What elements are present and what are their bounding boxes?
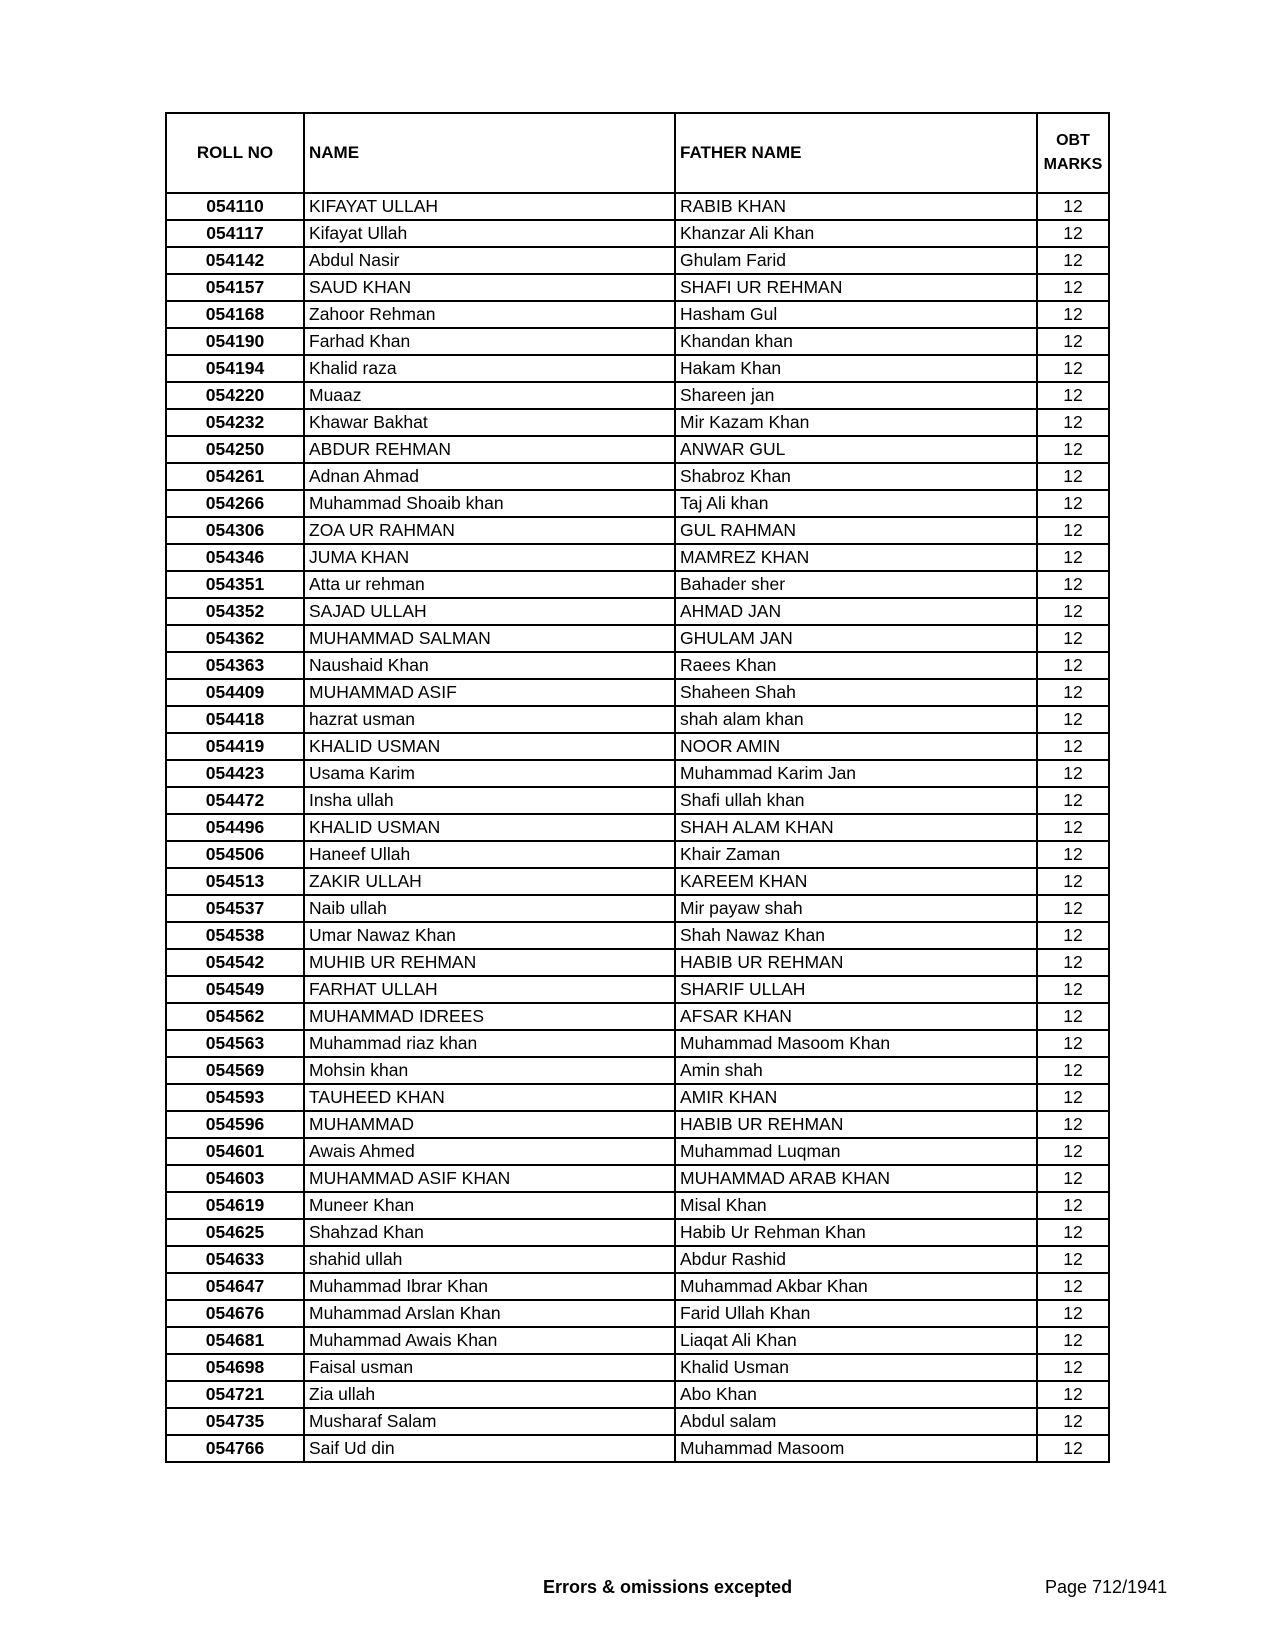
cell-father-name: Bahader sher xyxy=(675,571,1037,598)
cell-name: KHALID USMAN xyxy=(304,733,675,760)
table-row xyxy=(166,1192,1109,1219)
cell-roll-no: 054142 xyxy=(166,247,304,274)
cell-father-name: HABIB UR REHMAN xyxy=(675,949,1037,976)
cell-roll-no: 054266 xyxy=(166,490,304,517)
cell-name: Mohsin khan xyxy=(304,1057,675,1084)
cell-obt-marks: 12 xyxy=(1037,490,1109,517)
cell-father-name: Muhammad Akbar Khan xyxy=(675,1273,1037,1300)
cell-obt-marks: 12 xyxy=(1037,814,1109,841)
table-row xyxy=(166,409,1109,436)
table-row xyxy=(166,1246,1109,1273)
cell-name: Zahoor Rehman xyxy=(304,301,675,328)
cell-roll-no: 054633 xyxy=(166,1246,304,1273)
cell-roll-no: 054601 xyxy=(166,1138,304,1165)
table-header-row xyxy=(166,113,1109,193)
cell-name: shahid ullah xyxy=(304,1246,675,1273)
cell-roll-no: 054619 xyxy=(166,1192,304,1219)
cell-father-name: MAMREZ KHAN xyxy=(675,544,1037,571)
cell-roll-no: 054419 xyxy=(166,733,304,760)
cell-father-name: Habib Ur Rehman Khan xyxy=(675,1219,1037,1246)
cell-obt-marks: 12 xyxy=(1037,247,1109,274)
cell-name: Muhammad Shoaib khan xyxy=(304,490,675,517)
cell-roll-no: 054569 xyxy=(166,1057,304,1084)
cell-father-name: AFSAR KHAN xyxy=(675,1003,1037,1030)
cell-obt-marks: 12 xyxy=(1037,220,1109,247)
table-row xyxy=(166,436,1109,463)
table-row xyxy=(166,328,1109,355)
cell-father-name: shah alam khan xyxy=(675,706,1037,733)
results-table xyxy=(165,112,1110,1463)
cell-roll-no: 054157 xyxy=(166,274,304,301)
cell-father-name: Ghulam Farid xyxy=(675,247,1037,274)
cell-name: Shahzad Khan xyxy=(304,1219,675,1246)
cell-obt-marks: 12 xyxy=(1037,1192,1109,1219)
cell-obt-marks: 12 xyxy=(1037,1246,1109,1273)
cell-obt-marks: 12 xyxy=(1037,1219,1109,1246)
cell-roll-no: 054563 xyxy=(166,1030,304,1057)
cell-father-name: Muhammad Karim Jan xyxy=(675,760,1037,787)
table-row xyxy=(166,760,1109,787)
cell-name: TAUHEED KHAN xyxy=(304,1084,675,1111)
cell-obt-marks: 12 xyxy=(1037,1273,1109,1300)
table-row xyxy=(166,490,1109,517)
cell-father-name: GUL RAHMAN xyxy=(675,517,1037,544)
cell-roll-no: 054625 xyxy=(166,1219,304,1246)
cell-roll-no: 054423 xyxy=(166,760,304,787)
cell-name: Atta ur rehman xyxy=(304,571,675,598)
cell-obt-marks: 12 xyxy=(1037,382,1109,409)
cell-name: Muhammad Arslan Khan xyxy=(304,1300,675,1327)
cell-roll-no: 054513 xyxy=(166,868,304,895)
cell-name: Farhad Khan xyxy=(304,328,675,355)
cell-name: Insha ullah xyxy=(304,787,675,814)
cell-obt-marks: 12 xyxy=(1037,1165,1109,1192)
table-row xyxy=(166,922,1109,949)
table-row xyxy=(166,976,1109,1003)
header-obt-marks-line1: OBT xyxy=(1056,132,1090,149)
table-row xyxy=(166,1381,1109,1408)
cell-name: Zia ullah xyxy=(304,1381,675,1408)
cell-name: Umar Nawaz Khan xyxy=(304,922,675,949)
cell-obt-marks: 12 xyxy=(1037,1354,1109,1381)
cell-obt-marks: 12 xyxy=(1037,1327,1109,1354)
cell-roll-no: 054220 xyxy=(166,382,304,409)
cell-father-name: Shafi ullah khan xyxy=(675,787,1037,814)
cell-father-name: Muhammad Masoom Khan xyxy=(675,1030,1037,1057)
cell-obt-marks: 12 xyxy=(1037,1435,1109,1462)
cell-father-name: ANWAR GUL xyxy=(675,436,1037,463)
cell-father-name: MUHAMMAD ARAB KHAN xyxy=(675,1165,1037,1192)
cell-name: Usama Karim xyxy=(304,760,675,787)
cell-roll-no: 054194 xyxy=(166,355,304,382)
cell-name: SAUD KHAN xyxy=(304,274,675,301)
cell-father-name: Khanzar Ali Khan xyxy=(675,220,1037,247)
cell-roll-no: 054418 xyxy=(166,706,304,733)
cell-name: Muneer Khan xyxy=(304,1192,675,1219)
cell-roll-no: 054603 xyxy=(166,1165,304,1192)
cell-name: Muhammad riaz khan xyxy=(304,1030,675,1057)
header-name: NAME xyxy=(304,113,675,193)
cell-obt-marks: 12 xyxy=(1037,841,1109,868)
table-row xyxy=(166,517,1109,544)
cell-name: Abdul Nasir xyxy=(304,247,675,274)
cell-obt-marks: 12 xyxy=(1037,274,1109,301)
cell-name: Naushaid Khan xyxy=(304,652,675,679)
table-row xyxy=(166,787,1109,814)
cell-father-name: Khandan khan xyxy=(675,328,1037,355)
cell-name: hazrat usman xyxy=(304,706,675,733)
cell-roll-no: 054537 xyxy=(166,895,304,922)
table-row xyxy=(166,220,1109,247)
cell-roll-no: 054766 xyxy=(166,1435,304,1462)
page-number: Page 712/1941 xyxy=(1045,1577,1168,1597)
table-row xyxy=(166,355,1109,382)
cell-roll-no: 054409 xyxy=(166,679,304,706)
table-row xyxy=(166,1084,1109,1111)
header-obt-marks xyxy=(1037,113,1109,193)
cell-father-name: Khalid Usman xyxy=(675,1354,1037,1381)
cell-roll-no: 054352 xyxy=(166,598,304,625)
table-row xyxy=(166,274,1109,301)
cell-name: KIFAYAT ULLAH xyxy=(304,193,675,220)
cell-obt-marks: 12 xyxy=(1037,706,1109,733)
table-row xyxy=(166,1030,1109,1057)
cell-obt-marks: 12 xyxy=(1037,355,1109,382)
cell-roll-no: 054676 xyxy=(166,1300,304,1327)
cell-father-name: Raees Khan xyxy=(675,652,1037,679)
table-row xyxy=(166,1327,1109,1354)
cell-father-name: SHAH ALAM KHAN xyxy=(675,814,1037,841)
cell-obt-marks: 12 xyxy=(1037,301,1109,328)
cell-roll-no: 054261 xyxy=(166,463,304,490)
cell-name: Musharaf Salam xyxy=(304,1408,675,1435)
cell-name: Muaaz xyxy=(304,382,675,409)
table-row xyxy=(166,706,1109,733)
cell-father-name: Shah Nawaz Khan xyxy=(675,922,1037,949)
cell-obt-marks: 12 xyxy=(1037,463,1109,490)
cell-father-name: Misal Khan xyxy=(675,1192,1037,1219)
cell-roll-no: 054596 xyxy=(166,1111,304,1138)
cell-roll-no: 054647 xyxy=(166,1273,304,1300)
table-row xyxy=(166,868,1109,895)
cell-obt-marks: 12 xyxy=(1037,733,1109,760)
cell-roll-no: 054496 xyxy=(166,814,304,841)
cell-obt-marks: 12 xyxy=(1037,1300,1109,1327)
cell-roll-no: 054681 xyxy=(166,1327,304,1354)
cell-father-name: Taj Ali khan xyxy=(675,490,1037,517)
cell-father-name: Amin shah xyxy=(675,1057,1037,1084)
cell-obt-marks: 12 xyxy=(1037,544,1109,571)
cell-roll-no: 054538 xyxy=(166,922,304,949)
table-row xyxy=(166,598,1109,625)
cell-father-name: Muhammad Masoom xyxy=(675,1435,1037,1462)
cell-name: Adnan Ahmad xyxy=(304,463,675,490)
cell-obt-marks: 12 xyxy=(1037,868,1109,895)
table-row xyxy=(166,571,1109,598)
cell-name: Haneef Ullah xyxy=(304,841,675,868)
cell-name: Saif Ud din xyxy=(304,1435,675,1462)
cell-roll-no: 054351 xyxy=(166,571,304,598)
table-row xyxy=(166,1435,1109,1462)
table-row xyxy=(166,544,1109,571)
cell-father-name: Khair Zaman xyxy=(675,841,1037,868)
cell-roll-no: 054168 xyxy=(166,301,304,328)
cell-name: Faisal usman xyxy=(304,1354,675,1381)
table-row xyxy=(166,652,1109,679)
cell-obt-marks: 12 xyxy=(1037,949,1109,976)
table-row xyxy=(166,1165,1109,1192)
cell-roll-no: 054117 xyxy=(166,220,304,247)
cell-name: Kifayat Ullah xyxy=(304,220,675,247)
cell-name: KHALID USMAN xyxy=(304,814,675,841)
cell-father-name: Mir Kazam Khan xyxy=(675,409,1037,436)
cell-father-name: GHULAM JAN xyxy=(675,625,1037,652)
cell-father-name: Muhammad Luqman xyxy=(675,1138,1037,1165)
cell-father-name: Liaqat Ali Khan xyxy=(675,1327,1037,1354)
cell-obt-marks: 12 xyxy=(1037,1408,1109,1435)
cell-obt-marks: 12 xyxy=(1037,976,1109,1003)
cell-roll-no: 054110 xyxy=(166,193,304,220)
footer-disclaimer: Errors & omissions excepted xyxy=(543,1577,793,1597)
table-row xyxy=(166,382,1109,409)
cell-name: Muhammad Ibrar Khan xyxy=(304,1273,675,1300)
table-row xyxy=(166,1273,1109,1300)
cell-name: Khalid raza xyxy=(304,355,675,382)
cell-father-name: Abo Khan xyxy=(675,1381,1037,1408)
cell-name: Muhammad Awais Khan xyxy=(304,1327,675,1354)
cell-obt-marks: 12 xyxy=(1037,1138,1109,1165)
cell-obt-marks: 12 xyxy=(1037,922,1109,949)
table-row xyxy=(166,841,1109,868)
cell-name: ABDUR REHMAN xyxy=(304,436,675,463)
cell-father-name: Shaheen Shah xyxy=(675,679,1037,706)
cell-name: Awais Ahmed xyxy=(304,1138,675,1165)
cell-name: ZAKIR ULLAH xyxy=(304,868,675,895)
cell-roll-no: 054562 xyxy=(166,1003,304,1030)
table-row xyxy=(166,1354,1109,1381)
table-row xyxy=(166,814,1109,841)
cell-father-name: SHAFI UR REHMAN xyxy=(675,274,1037,301)
header-father-name: FATHER NAME xyxy=(675,113,1037,193)
cell-father-name: HABIB UR REHMAN xyxy=(675,1111,1037,1138)
cell-father-name: AMIR KHAN xyxy=(675,1084,1037,1111)
cell-roll-no: 054506 xyxy=(166,841,304,868)
cell-roll-no: 054190 xyxy=(166,328,304,355)
table-row xyxy=(166,1057,1109,1084)
table-row xyxy=(166,193,1109,220)
header-roll-no: ROLL NO xyxy=(166,113,304,193)
table-row xyxy=(166,247,1109,274)
cell-roll-no: 054735 xyxy=(166,1408,304,1435)
header-obt-marks-line2: MARKS xyxy=(1043,156,1103,173)
cell-father-name: Hakam Khan xyxy=(675,355,1037,382)
cell-father-name: Shareen jan xyxy=(675,382,1037,409)
cell-name: MUHAMMAD ASIF xyxy=(304,679,675,706)
table-row xyxy=(166,301,1109,328)
cell-name: Khawar Bakhat xyxy=(304,409,675,436)
cell-name: MUHIB UR REHMAN xyxy=(304,949,675,976)
cell-roll-no: 054593 xyxy=(166,1084,304,1111)
cell-obt-marks: 12 xyxy=(1037,1003,1109,1030)
cell-obt-marks: 12 xyxy=(1037,895,1109,922)
cell-father-name: Farid Ullah Khan xyxy=(675,1300,1037,1327)
cell-obt-marks: 12 xyxy=(1037,1057,1109,1084)
cell-name: MUHAMMAD xyxy=(304,1111,675,1138)
cell-father-name: Abdul salam xyxy=(675,1408,1037,1435)
cell-roll-no: 054549 xyxy=(166,976,304,1003)
table-row xyxy=(166,949,1109,976)
cell-name: ZOA UR RAHMAN xyxy=(304,517,675,544)
table-row xyxy=(166,733,1109,760)
cell-roll-no: 054306 xyxy=(166,517,304,544)
table-row xyxy=(166,1111,1109,1138)
cell-name: MUHAMMAD ASIF KHAN xyxy=(304,1165,675,1192)
cell-name: JUMA KHAN xyxy=(304,544,675,571)
cell-father-name: Shabroz Khan xyxy=(675,463,1037,490)
cell-roll-no: 054362 xyxy=(166,625,304,652)
cell-obt-marks: 12 xyxy=(1037,652,1109,679)
table-row xyxy=(166,895,1109,922)
cell-roll-no: 054250 xyxy=(166,436,304,463)
cell-roll-no: 054721 xyxy=(166,1381,304,1408)
cell-obt-marks: 12 xyxy=(1037,679,1109,706)
cell-name: MUHAMMAD SALMAN xyxy=(304,625,675,652)
cell-roll-no: 054232 xyxy=(166,409,304,436)
cell-father-name: KAREEM KHAN xyxy=(675,868,1037,895)
cell-obt-marks: 12 xyxy=(1037,1111,1109,1138)
cell-father-name: SHARIF ULLAH xyxy=(675,976,1037,1003)
cell-obt-marks: 12 xyxy=(1037,1030,1109,1057)
cell-roll-no: 054346 xyxy=(166,544,304,571)
cell-father-name: NOOR AMIN xyxy=(675,733,1037,760)
table-row xyxy=(166,1408,1109,1435)
cell-obt-marks: 12 xyxy=(1037,517,1109,544)
cell-roll-no: 054698 xyxy=(166,1354,304,1381)
table-row xyxy=(166,625,1109,652)
cell-obt-marks: 12 xyxy=(1037,625,1109,652)
cell-father-name: Abdur Rashid xyxy=(675,1246,1037,1273)
cell-name: FARHAT ULLAH xyxy=(304,976,675,1003)
cell-obt-marks: 12 xyxy=(1037,571,1109,598)
cell-obt-marks: 12 xyxy=(1037,787,1109,814)
table-row xyxy=(166,1138,1109,1165)
cell-roll-no: 054363 xyxy=(166,652,304,679)
cell-obt-marks: 12 xyxy=(1037,328,1109,355)
cell-obt-marks: 12 xyxy=(1037,436,1109,463)
cell-name: Naib ullah xyxy=(304,895,675,922)
cell-father-name: Mir payaw shah xyxy=(675,895,1037,922)
table-body xyxy=(166,193,1109,1462)
cell-obt-marks: 12 xyxy=(1037,409,1109,436)
cell-obt-marks: 12 xyxy=(1037,760,1109,787)
table-row xyxy=(166,1003,1109,1030)
cell-obt-marks: 12 xyxy=(1037,193,1109,220)
table-row xyxy=(166,463,1109,490)
cell-father-name: Hasham Gul xyxy=(675,301,1037,328)
cell-father-name: AHMAD JAN xyxy=(675,598,1037,625)
cell-roll-no: 054472 xyxy=(166,787,304,814)
table-row xyxy=(166,679,1109,706)
cell-obt-marks: 12 xyxy=(1037,1084,1109,1111)
cell-obt-marks: 12 xyxy=(1037,1381,1109,1408)
cell-name: SAJAD ULLAH xyxy=(304,598,675,625)
cell-obt-marks: 12 xyxy=(1037,598,1109,625)
cell-roll-no: 054542 xyxy=(166,949,304,976)
table-row xyxy=(166,1300,1109,1327)
cell-name: MUHAMMAD IDREES xyxy=(304,1003,675,1030)
cell-father-name: RABIB KHAN xyxy=(675,193,1037,220)
table-row xyxy=(166,1219,1109,1246)
